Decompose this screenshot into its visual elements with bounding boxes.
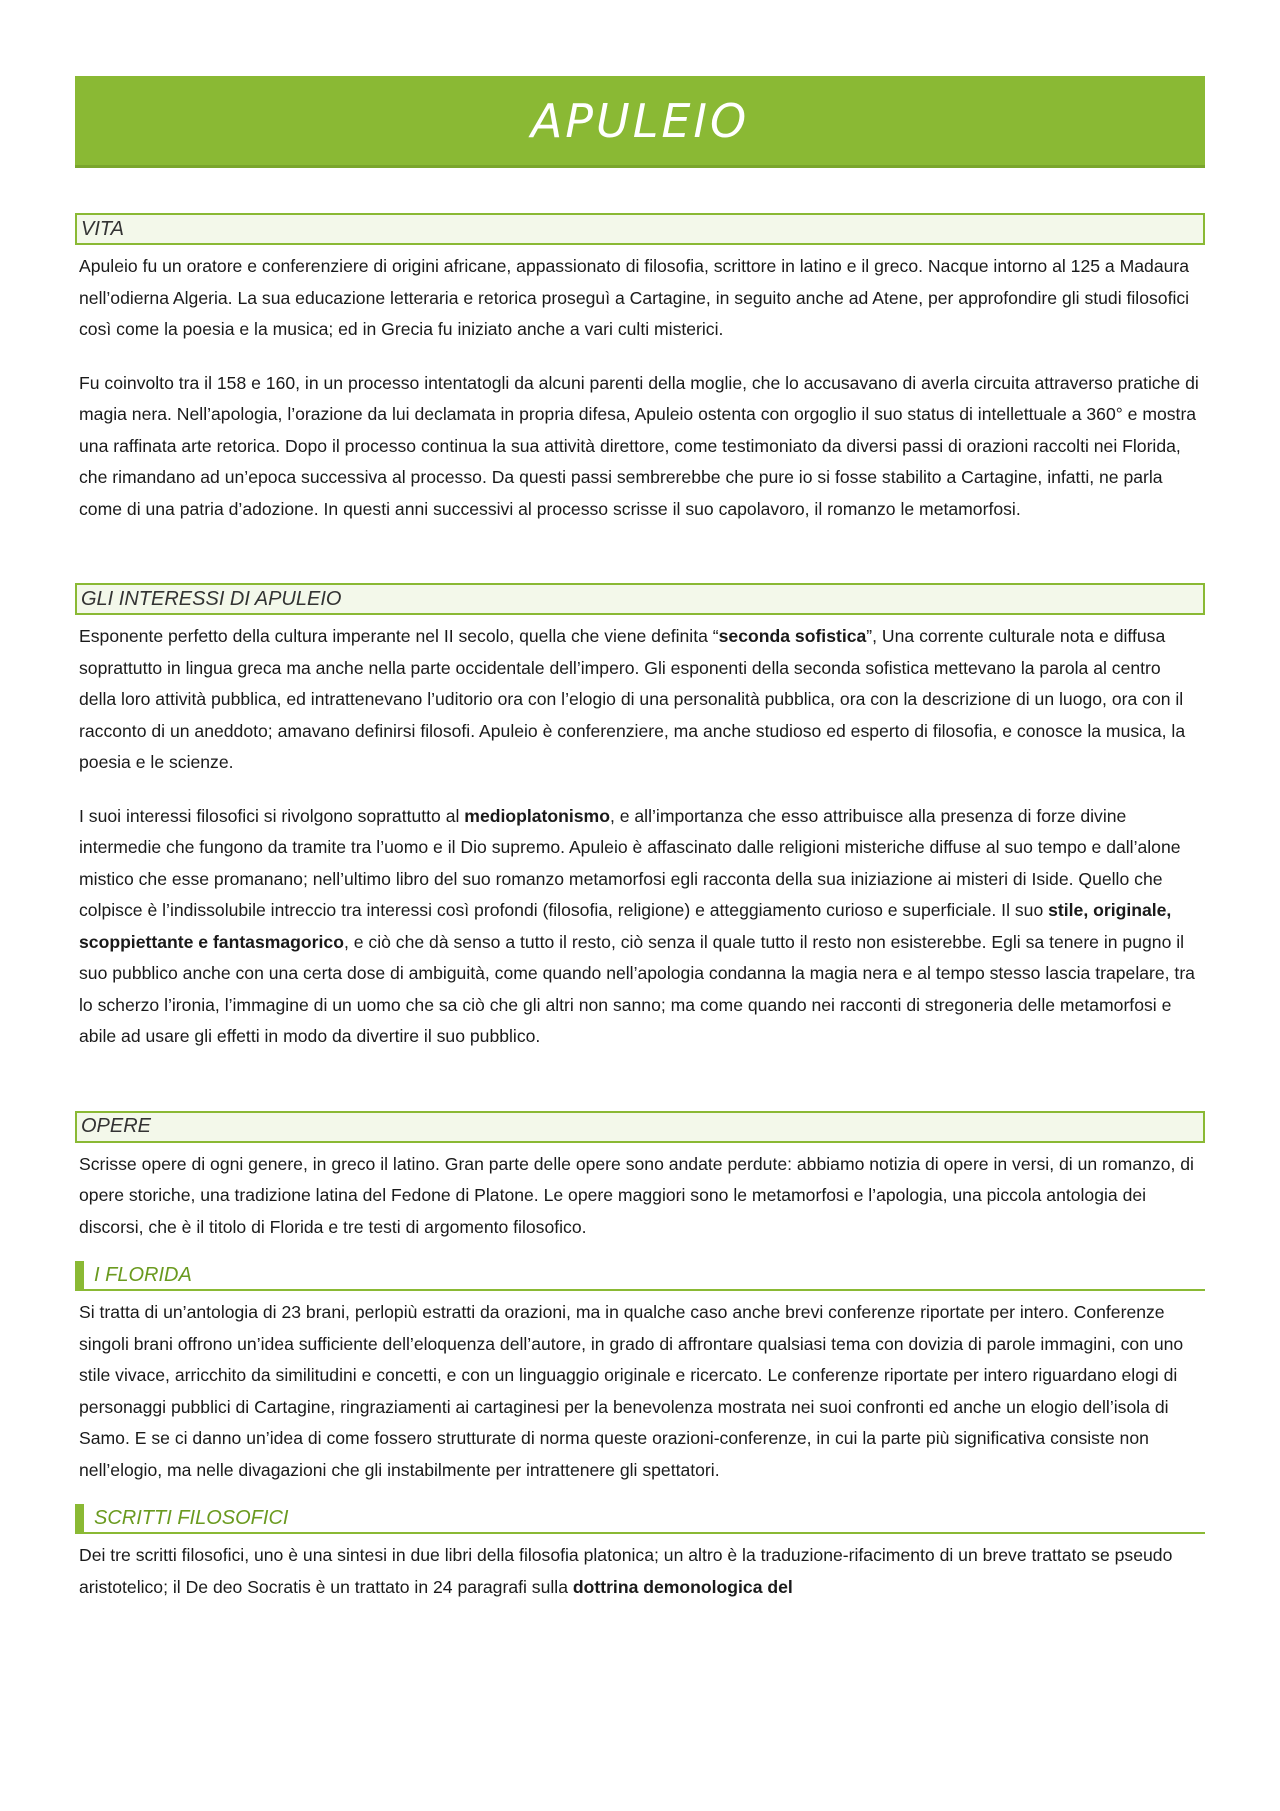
- paragraph: [75, 801, 1205, 1053]
- document-title: APULEIO: [530, 93, 750, 148]
- heading-accent-bar: [75, 1261, 84, 1289]
- bold-term: stile, originale, scoppiettante e fantasmagorico: [79, 900, 1172, 952]
- text-run: Esponente perfetto della cultura imperante nel II secolo, quella che viene definita “: [79, 626, 719, 646]
- subsection-heading-label: I FLORIDA: [94, 1263, 192, 1286]
- text-run: I suoi interessi filosofici si rivolgono soprattutto al: [79, 805, 465, 826]
- section-heading-vita: [75, 213, 1205, 245]
- text-run: ”, Una corrente culturale nota e diffusa soprattutto in lingua greca ma anche nella parte occidentale dell’impero. Gli esponenti della seconda sofistica mettevano la parola al centro della loro attività pubblica, ed intrattenevano l’uditorio ora con l’elogio di una personalità pubblica, ora con la descrizione di un luogo, ora con il racconto di un aneddoto; amavano definirsi filosofi. Apuleio è conferenziere, ma anche studioso ed esperto di filosofia, e conosce la musica, la poesia e le scienze.: [79, 626, 1186, 772]
- text-run: Dei tre scritti filosofici, uno è una sintesi in due libri della filosofia platonica; un altro è la traduzione-rifacimento di un breve trattato se pseudo aristotelico; il De deo Socratis è un trattato in 24 paragrafi sulla: [79, 1545, 1173, 1597]
- bold-term: seconda sofistica: [718, 626, 867, 646]
- section-heading-label: OPERE: [81, 1115, 152, 1137]
- bold-term: medioplatonismo: [464, 805, 610, 826]
- subsection-heading-scritti: [75, 1504, 1205, 1534]
- section-heading-opere: [75, 1111, 1205, 1143]
- subsection-heading-label: SCRITTI FILOSOFICI: [94, 1506, 289, 1529]
- paragraph: Fu coinvolto tra il 158 e 160, in un processo intentatogli da alcuni parenti della moglie, che lo accusavano di averla circuita attraverso pratiche di magia nera. Nell’apologia, l’orazione da lui declamata in propria difesa, Apuleio ostenta con orgoglio il suo status di intellettuale a 360° e mostra una raffinata arte retorica. Dopo il processo continua la sua attività direttore, come testimoniato da diversi passi di orazioni raccolti nei Florida, che rimandano ad un’epoca successiva al processo. Da questi passi sembrerebbe che pure io si fosse stabilito a Cartagine, infatti, ne parla come di una patria d’adozione. In questi anni successivi al processo scrisse il suo capolavoro, il romanzo le metamorfosi.: [79, 372, 1199, 519]
- heading-accent-bar: [75, 1504, 84, 1532]
- text-run: , e ciò che dà senso a tutto il resto, ciò senza il quale tutto il resto non esisterebbe. Egli sa tenere in pugno il suo pubblico anche con una certa dose di ambiguità, come quando nell’apologia condanna la magia nera e al tempo stesso lascia trapelare, tra lo scherzo l’ironia, l’immagine di un uomo che sa ciò che gli altri non sanno; ma come quando nei racconti di stregoneria delle metamorfosi e abile ad usare gli effetti in modo da divertire il suo pubblico.: [79, 931, 1195, 1046]
- paragraph: [75, 621, 1205, 779]
- bold-term: dottrina demonologica del: [572, 1576, 793, 1597]
- paragraph: Apuleio fu un oratore e conferenziere di origini africane, appassionato di filosofia, scrittore in latino e il greco. Nacque intorno al 125 a Madaura nell’odierna Algeria. La sua educazione letteraria e retorica proseguì a Cartagine, in seguito anche ad Atene, per approfondire gli studi filosofici così come la poesia e la musica; ed in Grecia fu iniziato anche a vari culti misterici.: [79, 256, 1190, 339]
- paragraph: [75, 1540, 1205, 1603]
- paragraph: Scrisse opere di ogni genere, in greco il latino. Gran parte delle opere sono andate perdute: abbiamo notizia di opere in versi, di un romanzo, di opere storiche, una tradizione latina del Fedone di Platone. Le opere maggiori sono le metamorfosi e l’apologia, una piccola antologia dei discorsi, che è il titolo di Florida e tre testi di argomento filosofico.: [79, 1153, 1194, 1237]
- text-run: , e all’importanza che esso attribuisce alla presenza di forze divine intermedie che fungono da tramite tra l’uomo e il Dio supremo. Apuleio è affascinato dalle religioni misteriche diffuse al suo tempo e dall’alone mistico che esse promanano; nell’ultimo libro del suo romanzo metamorfosi egli racconta della sua iniziazione ai misteri di Iside. Quello che colpisce è l’indissolubile intreccio tra interessi così profondi (filosofia, religione) e atteggiamento curioso e superficiale. Il suo: [79, 805, 1181, 920]
- section-heading-label: GLI INTERESSI DI APULEIO: [81, 587, 342, 610]
- title-banner: [75, 76, 1205, 168]
- paragraph: Si tratta di un’antologia di 23 brani, perlopiù estratti da orazioni, ma in qualche caso anche brevi conferenze riportate per intero. Conferenze singoli brani offrono un’idea sufficiente dell’eloquenza dell’autore, in grado di affrontare qualsiasi tema con dovizia di parole immagini, con uno stile vivace, arricchito da similitudini e concetti, e con un linguaggio originale e ricercato. Le conferenze riportate per intero riguardano elogi di personaggi pubblici di Cartagine, ringraziamenti ai cartaginesi per la benevolenza mostrata nei suoi confronti ed anche un elogio dell’isola di Samo. E se ci danno un’idea di come fossero strutturate di norma queste orazioni-conferenze, in cui la parte più significativa consiste non nell’elogio, ma nelle divagazioni che gli instabilmente per intrattenere gli spettatori.: [79, 1302, 1184, 1480]
- section-heading-label: VITA: [81, 217, 124, 240]
- section-heading-interessi: [75, 583, 1205, 615]
- subsection-heading-florida: [75, 1261, 1205, 1291]
